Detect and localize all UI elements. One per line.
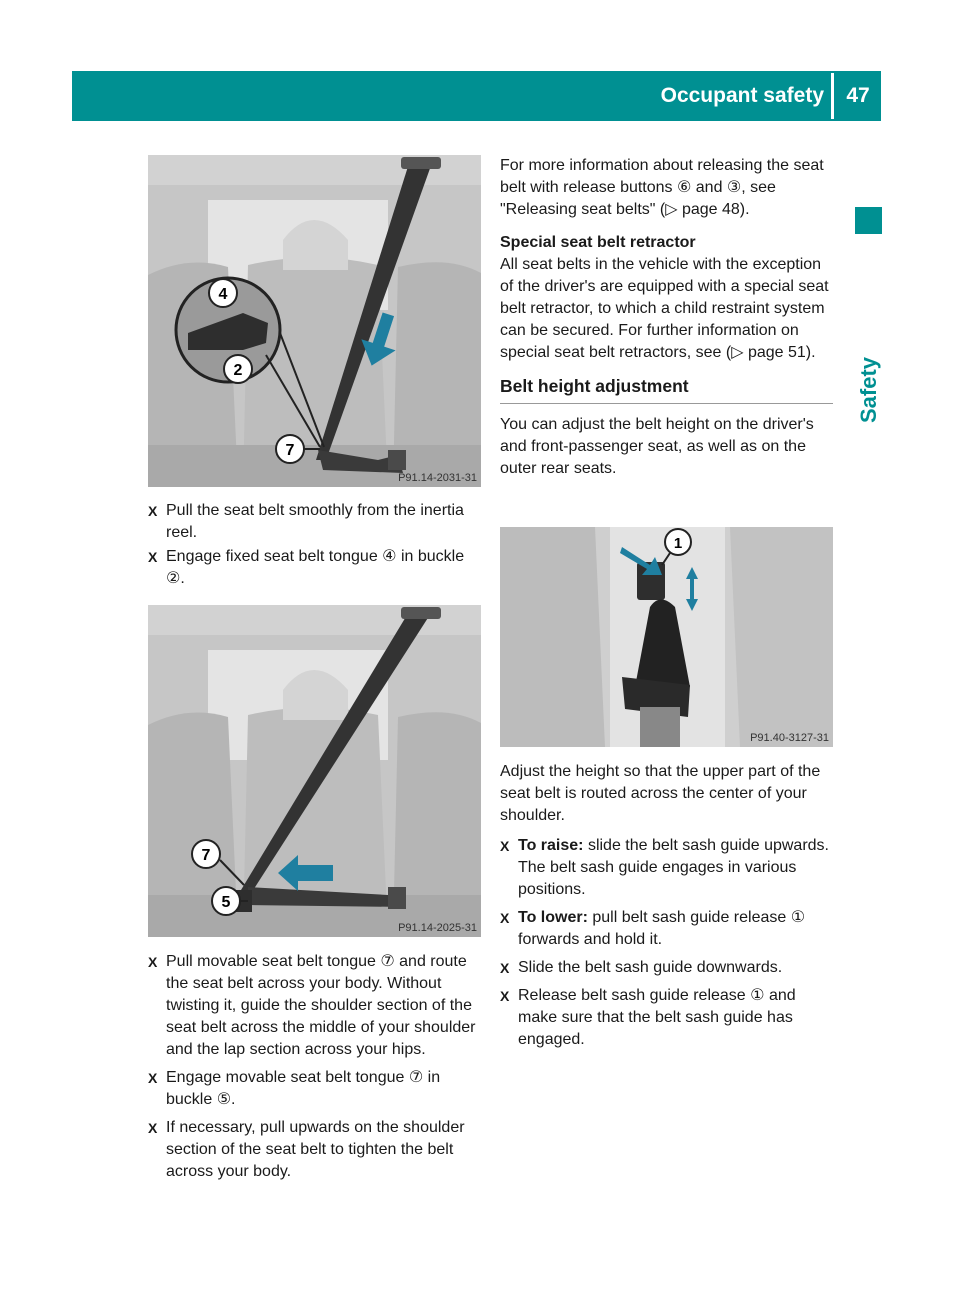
special-retractor-heading: Special seat belt retractor <box>500 234 696 251</box>
callout-2: 2 <box>233 362 243 379</box>
step-to-raise: X To raise: slide the belt sash guide upwards. The belt sash guide engages in various positions. <box>500 835 833 901</box>
height-adjust-text: Adjust the height so that the upper part of the seat belt is routed across the center of your shoulder. <box>500 763 821 824</box>
step-tighten-belt: X If necessary, pull upwards on the shoulder section of the seat belt to tighten the belt across your body. <box>148 1117 481 1183</box>
left-steps-a <box>148 500 481 590</box>
left-steps-b <box>148 951 481 1183</box>
belt-height-heading: Belt height adjustment <box>500 375 833 404</box>
step-engage-fixed-tongue: X Engage fixed seat belt tongue ④ in buckle ②. <box>148 546 481 590</box>
figure-belt-routing <box>148 605 481 937</box>
belt-height-intro: You can adjust the belt height on the driver's and front-passenger seat, as well as on the outer rear seats. <box>500 416 814 477</box>
side-section-label: Safety <box>856 356 881 424</box>
release-buttons-info: For more information about releasing the seat belt with release buttons ⑥ and ③, see "Releasing seat belts" (▷ page 48). <box>500 157 824 218</box>
header-divider <box>831 73 834 119</box>
figure-seat-belt-buckle <box>148 155 481 487</box>
page-title: Occupant safety <box>660 84 824 107</box>
b-pillar-illustration <box>500 527 833 747</box>
rear-seat-illustration <box>148 155 481 487</box>
right-column <box>500 155 833 480</box>
step-to-lower: X To lower: pull belt sash guide release ① forwards and hold it. <box>500 907 833 951</box>
callout-7: 7 <box>201 847 211 864</box>
callout-7: 7 <box>285 442 295 459</box>
right-column-lower <box>500 761 833 1051</box>
figure-code: P91.40-3127-31 <box>750 732 829 744</box>
section-marker <box>855 207 882 234</box>
figure-belt-height-adjuster <box>500 527 833 747</box>
special-retractor-text: All seat belts in the vehicle with the exception of the driver's are equipped with a special seat belt retractor, to which a child restraint system can be secured. For further information on special seat belt retractors, see (▷ page 51). <box>500 256 829 361</box>
step-route-belt: X Pull movable seat belt tongue ⑦ and route the seat belt across your body. Without twisting it, guide the shoulder section of the seat belt across the middle of your shoulder and the lap section across your hips. <box>148 951 481 1061</box>
figure-code: P91.14-2031-31 <box>398 472 477 484</box>
callout-5: 5 <box>221 894 231 911</box>
rear-seat-belt-routing-illustration <box>148 605 481 937</box>
step-release-guide: X Release belt sash guide release ① and make sure that the belt sash guide has engaged. <box>500 985 833 1051</box>
figure-code: P91.14-2025-31 <box>398 922 477 934</box>
step-pull-belt: X Pull the seat belt smoothly from the inertia reel. <box>148 500 481 544</box>
step-slide-down: X Slide the belt sash guide downwards. <box>500 957 833 979</box>
callout-1: 1 <box>673 535 683 552</box>
step-engage-movable-tongue: X Engage movable seat belt tongue ⑦ in buckle ⑤. <box>148 1067 481 1111</box>
page-number: 47 <box>846 84 870 107</box>
callout-4: 4 <box>218 286 228 303</box>
